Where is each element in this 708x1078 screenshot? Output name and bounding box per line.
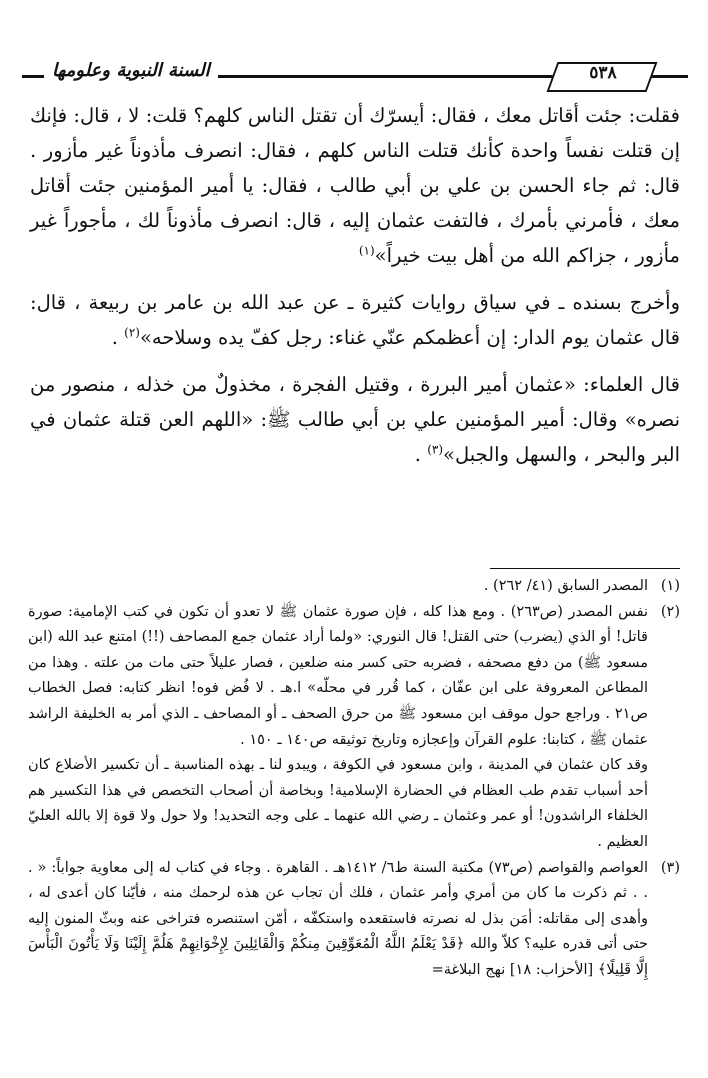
footnote-3	[28, 856, 680, 984]
paragraph-2-end: .	[111, 326, 125, 349]
paragraph-2	[30, 285, 680, 355]
footnote-ref-1: (١)	[358, 243, 375, 258]
footnote-text: المصدر السابق (٤١/ ٢٦٢) .	[483, 578, 648, 594]
running-title: السنة النبوية وعلومها	[44, 60, 218, 81]
footnote-text: العواصم والقواصم (ص٧٣) مكتبة السنة ط٦/ ١٤١٢هـ . القاهرة . وجاء في كتاب له إلى معاوية جواباً: « . . . ثم ذكرت ما كان من أمري وأمر عثمان ، فلك أن تجاب عن هذه لرحمك منه ، فأيّنا كان أعدى له ، وأهدى إلى مقاتله: أمَن بذل له نصرته فاستقعده واستكفّه ، أمّن استنصره فتراخى عنه وبثّ المنون إليه حتى أتى قدره عليه؟ كلاّ والله ﴿قَدْ يَعْلَمُ اللَّهُ الْمُعَوِّقِينَ مِنكُمْ وَالْقَائِلِينَ لِإِخْوَانِهِمْ هَلُمَّ إِلَيْنَا وَلَا يَأْتُونَ الْبَأْسَ إِلَّا قَلِيلًا﴾ [الأحزاب: ١٨] نهج البلاغة=	[28, 859, 648, 978]
paragraph-3-end: .	[414, 443, 428, 466]
footnote-1	[28, 574, 680, 600]
footnote-number: (٣)	[660, 859, 680, 876]
paragraph-1	[30, 98, 680, 273]
main-text	[30, 98, 680, 484]
footnote-2	[28, 600, 680, 856]
footnote-separator	[490, 568, 680, 569]
paragraph-2-text: وأخرج بسنده ـ في سياق روايات كثيرة ـ عن عبد الله بن عامر بن ربيعة ، قال: قال عثمان يوم الدار: إن أعظمكم عنّي غناء: رجل كفّ يده وسلاحه»	[30, 291, 680, 349]
footnote-number: (٢)	[660, 603, 680, 620]
paragraph-3-text: قال العلماء: «عثمان أمير البررة ، وقتيل الفجرة ، مخذولٌ من خذله ، منصور من نصره» وقال: أمير المؤمنين علي بن أبي طالب ﷺ: «اللهم العن قتلة عثمان في البر والبحر ، والسهل والجبل»	[30, 373, 680, 466]
footnotes	[28, 574, 680, 984]
footnote-text: نفس المصدر (ص٢٦٣) . ومع هذا كله ، فإن صورة عثمان ﷺ لا تعدو أن تكون في كتب الإمامية: صورة قاتل! أو الذي (يضرب) حتى القتل! قال النوري: «ولما أراد عثمان جمع المصاحف (!!) امتنع عبد الله (ابن مسعود ﷺ) من دفع مصحفه ، فضربه حتى كسر منه ضلعين ، فصار عليلاً حتى مات من علته . وهذا من المطاعن المعروفة على ابن عفّان ، كما قُرر في محلّه» ا.هـ . لا فُض فوه! انظر كتابه: فصل الخطاب ص٢١ . وراجع حول موقف ابن مسعود ﷺ من حرق الصحف ـ أو المصاحف ـ الذي أمر به الخليفة الراشد عثمان ﷺ ، كتابنا: علوم القرآن وإعجازه وتاريخ توثيقه ص١٤٠ ـ ١٥٠ .	[28, 603, 648, 748]
paragraph-3	[30, 367, 680, 472]
page-header	[22, 58, 688, 94]
footnote-number: (١)	[660, 578, 680, 594]
footnote-text: وقد كان عثمان في المدينة ، وابن مسعود في الكوفة ، ويبدو لنا ـ بهذه المناسبة ـ أن تكسير الأضلاع كان أحد أسباب تقدم طب العظام في الحضارة الإسلامية! وبخاصة أن أصحاب التخصص في هذا التكسير هم الخلفاء الراشدون! أو عمر وعثمان ـ رضي الله عنهما ـ على وجه التحديد! ولا حول ولا قوة إلا بالله العليّ العظيم .	[28, 757, 648, 850]
footnote-ref-3: (٣)	[427, 442, 444, 457]
page-number: ٥٣٨	[589, 63, 617, 83]
paragraph-1-text: فقلت: جئت أقاتل معك ، فقال: أيسرّك أن تقتل الناس كلهم؟ قلت: لا ، قال: فإنك إن قتلت نفساً واحدة كأنك قتلت الناس كلهم ، فقال: انصرف مأذوناً غير مأزور . قال: ثم جاء الحسن بن علي بن أبي طالب ، فقال: يا أمير المؤمنين جئت أقاتل معك ، فأمرني بأمرك ، فالتفت عثمان إليه ، قال: انصرف مأذوناً لك ، مأجوراً غير مأزور ، جزاكم الله من أهل بيت خيراً»	[30, 104, 680, 267]
footnote-ref-2: (٢)	[124, 325, 140, 340]
